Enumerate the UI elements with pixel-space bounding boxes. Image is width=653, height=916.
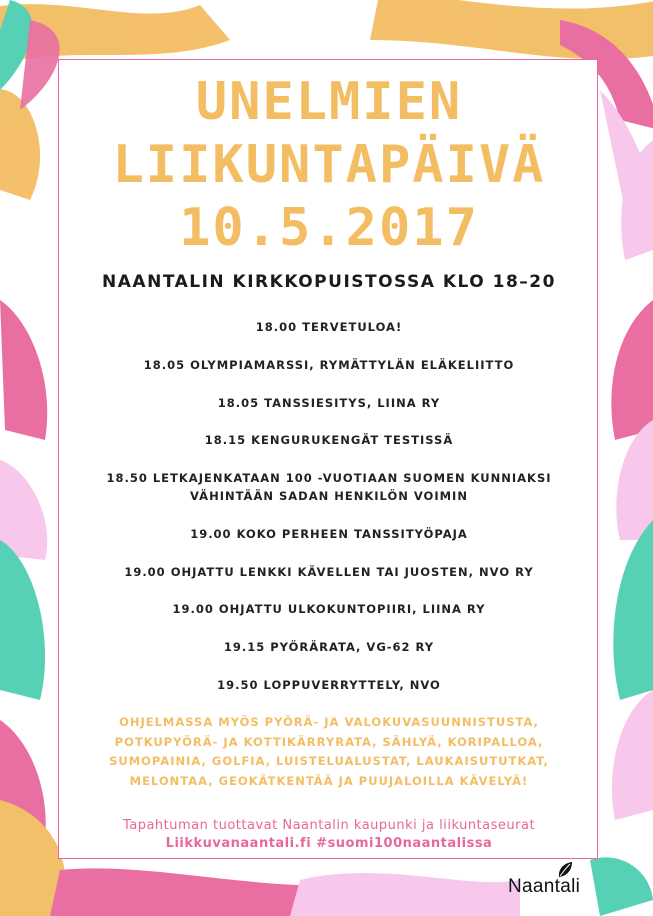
extra-line: OHJELMASSA MYÖS PYÖRÄ- JA VALOKUVASUUNNISTUSTA, — [119, 715, 539, 729]
program-item: 19.00 KOKO PERHEEN TANSSITYÖPAJA — [190, 527, 468, 541]
logo-text: Naantali — [508, 876, 581, 897]
program-item: 19.00 OHJATTU LENKKI KÄVELLEN TAI JUOSTEN, NVO RY — [124, 565, 534, 579]
location-time-subtitle: NAANTALIN KIRKKOPUISTOSSA KLO 18–20 — [102, 272, 556, 292]
website-hashtag-link[interactable]: Liikkuvanaantali.fi #suomi100naantalissa — [165, 836, 493, 851]
naantali-logo — [508, 858, 638, 908]
program-item: 18.50 LETKAJENKATAAN 100 -VUOTIAAN SUOMEN KUNNIAKSI — [106, 471, 552, 485]
title-line-1: UNELMIEN — [195, 72, 463, 132]
extra-line: MELONTAA, GEOKÄTKENTÄÄ JA PUUJALOILLA KÄVELYÄ! — [129, 773, 529, 788]
extra-activities — [89, 713, 569, 791]
program-item: 18.05 TANSSIESITYS, LIINA RY — [217, 396, 441, 410]
program-item: 19.00 OHJATTU ULKOKUNTOPIIRI, LIINA RY — [172, 602, 486, 616]
program-item: 19.15 PYÖRÄRATA, VG-62 RY — [223, 640, 435, 654]
poster-card — [58, 59, 598, 859]
extra-line: SUMOPAINIA, GOLFIA, LUISTELUALUSTAT, LAUKAISUTUTKAT, — [109, 754, 549, 768]
program-item: 18.00 TERVETULOA! — [255, 320, 403, 334]
program-item-continued: VÄHINTÄÄN SADAN HENKILÖN VOIMIN — [190, 489, 468, 503]
program-item: 18.15 KENGURUKENGÄT TESTISSÄ — [204, 433, 454, 447]
extra-line: POTKUPYÖRÄ- JA KOTTIKÄRRYRATA, SÄHLYÄ, KORIPALLOA, — [114, 734, 544, 749]
title-line-2: LIIKUNTAPÄIVÄ — [112, 135, 546, 195]
program-item: 19.50 LOPPUVERRYTTELY, NVO — [217, 678, 441, 692]
program-item: 18.05 OLYMPIAMARSSI, RYMÄTTYLÄN ELÄKELIITTO — [143, 358, 515, 372]
title-line-3: 10.5.2017 — [179, 198, 479, 258]
organizers-text: Tapahtuman tuottavat Naantalin kaupunki ja liikuntaseurat — [122, 818, 536, 833]
